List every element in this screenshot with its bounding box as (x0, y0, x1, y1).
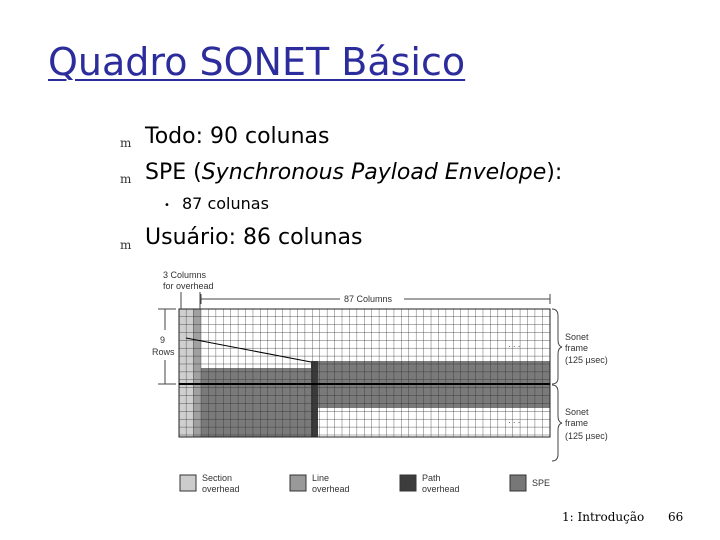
legend-section-label: Section (202, 473, 233, 483)
overhead-columns-label: 3 Columns (163, 270, 207, 280)
sub-bullet-dot: • (164, 200, 170, 211)
sonet-frame-1-label-2: frame (565, 343, 589, 353)
sub-bullet-87-columns: 87 colunas (182, 194, 269, 213)
bullet-marker: m (120, 238, 132, 252)
rows-label: Rows (152, 347, 175, 357)
legend-spe-label: SPE (532, 478, 551, 488)
spe-text-end: ): (546, 160, 563, 185)
legend-swatch-section (180, 475, 196, 491)
sonet-frame-2-label-2: frame (565, 418, 589, 428)
sonet-frame-2-label: Sonet (565, 407, 589, 417)
bullet-user-columns: Usuário: 86 colunas (145, 225, 363, 250)
svg-text:· · ·: · · · (508, 418, 521, 427)
legend-path-label-2: overhead (422, 484, 460, 494)
legend-swatch-path (400, 475, 416, 491)
overhead-columns-label-2: for overhead (163, 281, 214, 291)
sonet-frame-1-label: Sonet (565, 332, 589, 342)
bullet-marker: m (120, 136, 132, 150)
rows-count-label: 9 (160, 335, 166, 345)
legend-section-label-2: overhead (202, 484, 240, 494)
legend-swatch-spe (510, 475, 526, 491)
bullet-marker: m (120, 172, 132, 186)
frame-grid (179, 309, 550, 437)
page-number: 66 (668, 510, 684, 524)
legend (180, 473, 550, 494)
sonet-frame-1-duration: (125 µsec) (565, 355, 608, 365)
legend-line-label: Line (312, 473, 330, 483)
legend-line-label-2: overhead (312, 484, 350, 494)
svg-text:· · ·: · · · (508, 342, 521, 351)
legend-path-label: Path (422, 473, 441, 483)
bullet-total-columns: Todo: 90 colunas (145, 124, 330, 149)
slide-title: Quadro SONET Básico (48, 40, 466, 84)
spe-expansion: Synchronous Payload Envelope (201, 160, 547, 185)
spe-text: SPE ( (145, 160, 202, 185)
columns-87-label: 87 Columns (344, 294, 393, 304)
footer-section: 1: Introdução (562, 510, 645, 524)
legend-swatch-line (290, 475, 306, 491)
sonet-frame-2-duration: (125 µsec) (565, 431, 608, 441)
